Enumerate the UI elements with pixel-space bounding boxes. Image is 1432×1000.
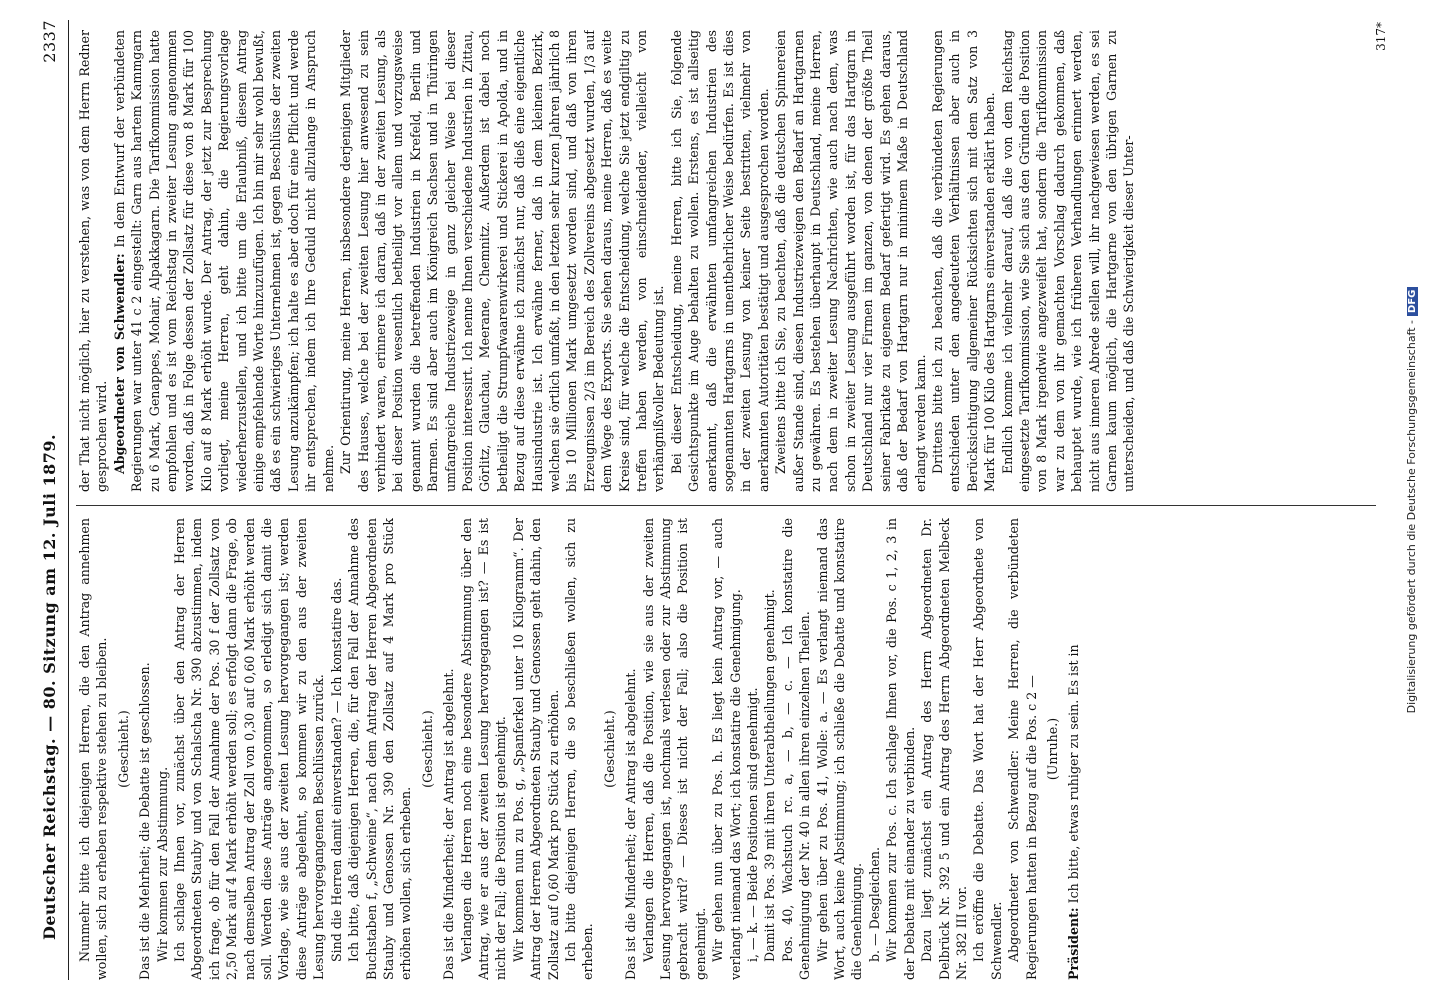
left-column-paragraph bbox=[883, 518, 918, 980]
left-column-paragraph bbox=[76, 518, 111, 980]
footer-credit bbox=[1405, 0, 1418, 1000]
right-column-paragraph bbox=[772, 30, 929, 492]
paragraph-text: Ich bitte diejenigen Herren, die so beschließen wollen, sich zu erheben. bbox=[562, 518, 596, 980]
paragraph-text: Wir kommen zur Pos. c. Ich schlage Ihnen vor, die Pos. c 1, 2, 3 in der Debatte mit einander zu verbinden. bbox=[884, 518, 917, 980]
left-column-paragraph bbox=[601, 518, 618, 980]
paragraph-text: Nunmehr bitte ich diejenigen Herren, die den Antrag annehmen wollen, sich zu erheben respektive stehen zu bleiben. bbox=[77, 518, 110, 980]
left-column-paragraph bbox=[744, 518, 761, 980]
paragraph-text: Das ist die Mehrheit; die Debatte ist geschlossen. bbox=[137, 662, 153, 980]
left-column-paragraph bbox=[814, 518, 866, 980]
header-rule bbox=[68, 20, 69, 980]
paragraph-text: Das ist die Minderheit; der Antrag ist abgelehnt. bbox=[623, 668, 639, 980]
paragraph-text: (Unruhe.) bbox=[1044, 717, 1060, 781]
left-column-paragraph bbox=[154, 518, 171, 980]
left-column-paragraph bbox=[1065, 518, 1082, 980]
paragraph-text: Verlangen die Herren noch eine besondere Abstimmung über den Antrag, wie er aus der zweiten Lesung hervorgegangen ist? — Es ist nicht der Fall; die Position ist genehmigt. bbox=[458, 518, 509, 980]
paragraph-text: der That nicht möglich, hier zu verstehen, was von dem Herrn Redner gesprochen wird. bbox=[77, 30, 110, 492]
column-divider bbox=[76, 505, 1376, 506]
left-column-paragraph bbox=[440, 518, 457, 980]
left-column-paragraph bbox=[640, 518, 710, 980]
left-column-paragraph bbox=[458, 518, 510, 980]
document-page bbox=[40, 20, 1395, 980]
right-column-paragraph bbox=[337, 30, 668, 492]
paragraph-text: Pos. 40, Wachstuch rc. a, — b, — c. — Ich konstatire die Genehmigung der Nr. 40 in allen ihren einzelnen Theilen. bbox=[779, 518, 813, 980]
left-column-paragraph bbox=[136, 518, 153, 980]
left-column-paragraph bbox=[328, 518, 345, 980]
paragraph-text: Dazu liegt zunächst ein Antrag des Herrn Abgeordneten Dr. Delbrück Nr. 392 5 und ein Antrag des Herrn Abgeordneten Melbeck Nr. 382 III vor. bbox=[919, 518, 969, 980]
paragraph-text: Sind die Herren damit einverstanden? — Ich konstatire das. bbox=[328, 577, 344, 962]
left-column-paragraph bbox=[419, 518, 436, 980]
left-column bbox=[76, 518, 1376, 980]
paragraph-text: Wir kommen nun zu Pos. g, „Spanferkel unter 10 Kilogramm“. Der Antrag der Herren Abgeordneten Stauby und Genossen geht dahin, den Zollsatz auf 0,60 Mark pro Stück zu erhöhen. bbox=[510, 518, 561, 980]
paragraph-text: Ich bitte, daß diejenigen Herren, die, für den Fall der Annahme des Buchstaben f, „Schweine“, nach dem Antrag der Herren Abgeordneten Stauby und Genossen Nr. 390 den Zollsatz auf 4 Mark pro Stück erhöhen wollen, sich erheben. bbox=[346, 518, 414, 980]
right-column-paragraph bbox=[111, 30, 337, 492]
right-column bbox=[76, 30, 1376, 492]
paragraph-text: Drittens bitte ich zu beachten, daß die verbündeten Regierungen entschieden unter den angedeuteten Verhältnissen aber auch in Berücksichtigung allgemeiner Rücksichten sich mit dem Satz von 3 Mark für 100 Kilo des Hartgarns einverstanden erklärt haben. bbox=[929, 30, 998, 492]
right-column-paragraph bbox=[668, 30, 772, 492]
paragraph-text: i, — k. — Beide Positionen sind genehmigt. bbox=[745, 687, 761, 962]
paragraph-text: Ich schlage Ihnen vor, zunächst über den Antrag der Herren Abgeordneten Stauby und von Schalscha Nr. 390 abzustimmen, indem ich frage, ob für den Fall der Annahme der Pos. 30 f der Zollsatz von 2,50 Mark auf 4 Mark erhöht werden soll; es erfolgt dann die Frage, ob nach demselben Antrag der Zoll von 0,30 auf 0,60 Mark erhöht werden soll. Werden diese Anträge angenommen, so erledigt sich damit die Vorlage, wie sie aus der zweiten Lesung hervorgegangen ist; werden diese Anträge abgelehnt, so kommen wir zu den aus der zweiten Lesung hervorgegangenen Beschlüssen zurück. bbox=[172, 518, 327, 980]
paragraph-text: Verlangen die Herren, daß die Position, wie sie aus der zweiten Lesung hervorgegangen ist, nochmals verlesen oder zur Abstimmung gebracht wird? — Dieses ist nicht der Fall; also die Position ist genehmigt. bbox=[640, 518, 708, 980]
paragraph-text: Das ist die Minderheit; der Antrag ist abgelehnt. bbox=[441, 668, 457, 980]
left-column-paragraph bbox=[345, 518, 415, 980]
right-column-paragraph bbox=[999, 30, 1138, 492]
left-column-paragraph bbox=[115, 518, 132, 980]
paragraph-text: (Geschieht.) bbox=[601, 710, 617, 788]
left-column-paragraph bbox=[709, 518, 744, 980]
paragraph-text: Ich bitte, etwas ruhiger zu sein. Es ist in bbox=[1066, 644, 1082, 908]
left-column-paragraph bbox=[866, 518, 883, 980]
paragraph-text: b. — Desgleichen. bbox=[866, 847, 882, 962]
right-column-paragraph bbox=[76, 30, 111, 492]
paragraph-text: Abgeordneter von Schwendler: Meine Herren, die verbündeten Regierungen hatten in Bezug auf die Pos. c 2 — bbox=[1006, 518, 1039, 980]
paragraph-text: (Geschieht.) bbox=[419, 710, 435, 788]
left-column-paragraph bbox=[761, 518, 778, 980]
left-column-paragraph bbox=[1005, 518, 1040, 980]
left-column-paragraph bbox=[779, 518, 814, 980]
speaker-name: Abgeordneter von Schwendler: bbox=[111, 253, 127, 474]
page-header bbox=[40, 20, 64, 980]
left-column-paragraph bbox=[970, 518, 1005, 980]
page-number: 2337 bbox=[40, 20, 59, 63]
paragraph-text: Bei dieser Entscheidung, meine Herren, bitte ich Sie, folgende Gesichtspunkte im Auge behalten zu wollen. Erstens, es ist allseitig anerkannt, daß die erwähnten umfangreichen Industrien des sogenannten Hartgarns in unentbehrlicher Weise bedürfen. Es ist dies in der zweiten Lesung von keiner Seite bestritten, vielmehr von anerkannten Autoritäten bestätigt und ausgesprochen worden. bbox=[668, 30, 771, 492]
dfg-logo: DFG bbox=[1407, 287, 1418, 316]
paragraph-text: Zweitens bitte ich Sie, zu beachten, daß die deutschen Spinnereien außer Stande sind, diesen Industriezweigen den Bedarf an Hartgarnen zu gewähren. Es bestehen überhaupt in Deutschland, meine Herren, nach dem in zweiter Lesung Nachrichten, wie auch nach dem, was schon in zweiter Lesung ausgeführt worden ist, für das Hartgarn in Deutschland nur vier Firmen im ganzen, von denen der größte Theil seiner Fabrikate zu eigenem Bedarf gefertigt wird. Es gehen daraus, daß der Bedarf von Hartgarn nur in minimem Maße in Deutschland erlangt werden kann. bbox=[773, 30, 928, 492]
footer-text: Digitalisierung gefördert durch die Deutsche Forschungsgemeinschaft - bbox=[1405, 319, 1418, 714]
signature-mark: 317* bbox=[1374, 22, 1388, 51]
paragraph-text: Endlich komme ich vielmehr darauf, daß die von dem Reichstag eingesetzte Tarifkommission, wie Sie sich aus den Gründen die Position von 8 Mark irgendwie angezweifelt hat, sondern die Tarifkommission war zu dem von ihr gemachten Vorschlag dadurch gekommen, daß behauptet wurde, wie ich früheren Verhandlungen erinnert werden, nicht aus inneren Abrede stellen will, ihr nachgewiesen werden, es sei Garnen kaum möglich, die Hartgarne von den übrigen Garnen zu unterscheiden, und daß die Schwierigkeit dieser Unter- bbox=[999, 30, 1137, 492]
paragraph-text: Wir gehen über zu Pos. 41, Wolle: a. — Es verlangt niemand das Wort, auch keine Abstimmung; ich schließe die Debatte und konstatire die Genehmigung. bbox=[814, 518, 865, 980]
paragraph-text: In dem Entwurf der verbündeten Regierungen war unter 41 c 2 eingestellt: Garn aus hartem Kammgarn zu 6 Mark, Genappes, Mohair, Alpakkagarn. Die Tarifkommission hatte empfohlen und es ist vom Reichstag in zweiter Lesung angenommen worden, daß in Folge dessen der Zollsatz für diese von 8 Mark für 100 Kilo auf 8 Mark erhöht wurde. Der Antrag, der jetzt zur Besprechung vorliegt, meine Herren, geht dahin, die Regierungsvorlage wiederherzustellen, und ich bitte um die Erlaubniß, diesem Antrag einige empfehlende Worte hinzuzufügen. Ich bin mir sehr wohl bewußt, daß es ein schwieriges Unternehmen ist, gegen Beschlüsse der zweiten Lesung anzukämpfen; ich halte es aber doch für eine Pflicht und werde ihr entsprechen, indem ich Ihre Geduld nicht allzulange in Anspruch nehme. bbox=[111, 30, 336, 492]
speaker-name: Präsident: bbox=[1066, 907, 1082, 980]
left-column-paragraph bbox=[510, 518, 562, 980]
header-title: Deutscher Reichstag. — 80. Sitzung am 12. Juli 1879. bbox=[40, 433, 59, 940]
paragraph-text: Zur Orientirung, meine Herren, insbesondere derjenigen Mitglieder des Hauses, welche bei der zweiten Lesung hier anwesend zu sein verhindert waren, erinnere ich daran, daß in der zweiten Lesung, als bei dieser Position wesentlich betheiligt vor allem und vorzugsweise genannt wurden die betreffenden Industrien in Krefeld, Berlin und Barmen. Es sind aber auch im Königreich Sachsen und in Thüringen umfangreiche Industriezweige in ganz gleicher Weise bei dieser Position interessirt. Ich nenne Ihnen verschiedene Industrien in Zittau, Görlitz, Glauchau, Meerane, Chemnitz. Außerdem ist dabei noch betheiligt die Strumpfwaarenwirkerei und Stickerei in Apolda, und in Bezug auf diese erwähne ich zunächst nur, daß dieß eine eigentliche Hausindustrie ist. Ich erwähne ferner, daß in dem kleinen Bezirk, welchen sie örtlich umfaßt, in den letzten sehr kurzen Jahren jährlich 8 bis 10 Millionen Mark umgesetzt worden sind, und daß von ihren Erzeugnissen 2/3 im Bereich des Zollvereins abgesetzt wurden, 1/3 auf dem Wege des Exports. Sie sehen daraus, meine Herren, daß es weite Kreise sind, für welche die Entscheidung, welche Sie jetzt endgiltig zu treffen haben werden, von einschneidender, vielleicht von verhängnißvoller Bedeutung ist. bbox=[338, 30, 667, 492]
paragraph-text: Ich eröffne die Debatte. Das Wort hat der Herr Abgeordnete von Schwendler. bbox=[971, 518, 1004, 980]
paragraph-text: (Geschieht.) bbox=[115, 710, 131, 788]
left-column-paragraph bbox=[562, 518, 597, 980]
left-column-paragraph bbox=[1044, 518, 1061, 980]
paragraph-text: Wir kommen zur Abstimmung. bbox=[154, 766, 170, 962]
left-column-paragraph bbox=[171, 518, 328, 980]
left-column-paragraph bbox=[622, 518, 639, 980]
paragraph-text: Wir gehen nun über zu Pos. h. Es liegt kein Antrag vor, — auch verlangt niemand das Wort; ich konstatire die Genehmigung. bbox=[710, 518, 743, 980]
right-column-paragraph bbox=[929, 30, 999, 492]
paragraph-text: Damit ist Pos. 39 mit ihren Unterabtheilungen genehmigt. bbox=[762, 589, 778, 962]
left-column-paragraph bbox=[918, 518, 970, 980]
